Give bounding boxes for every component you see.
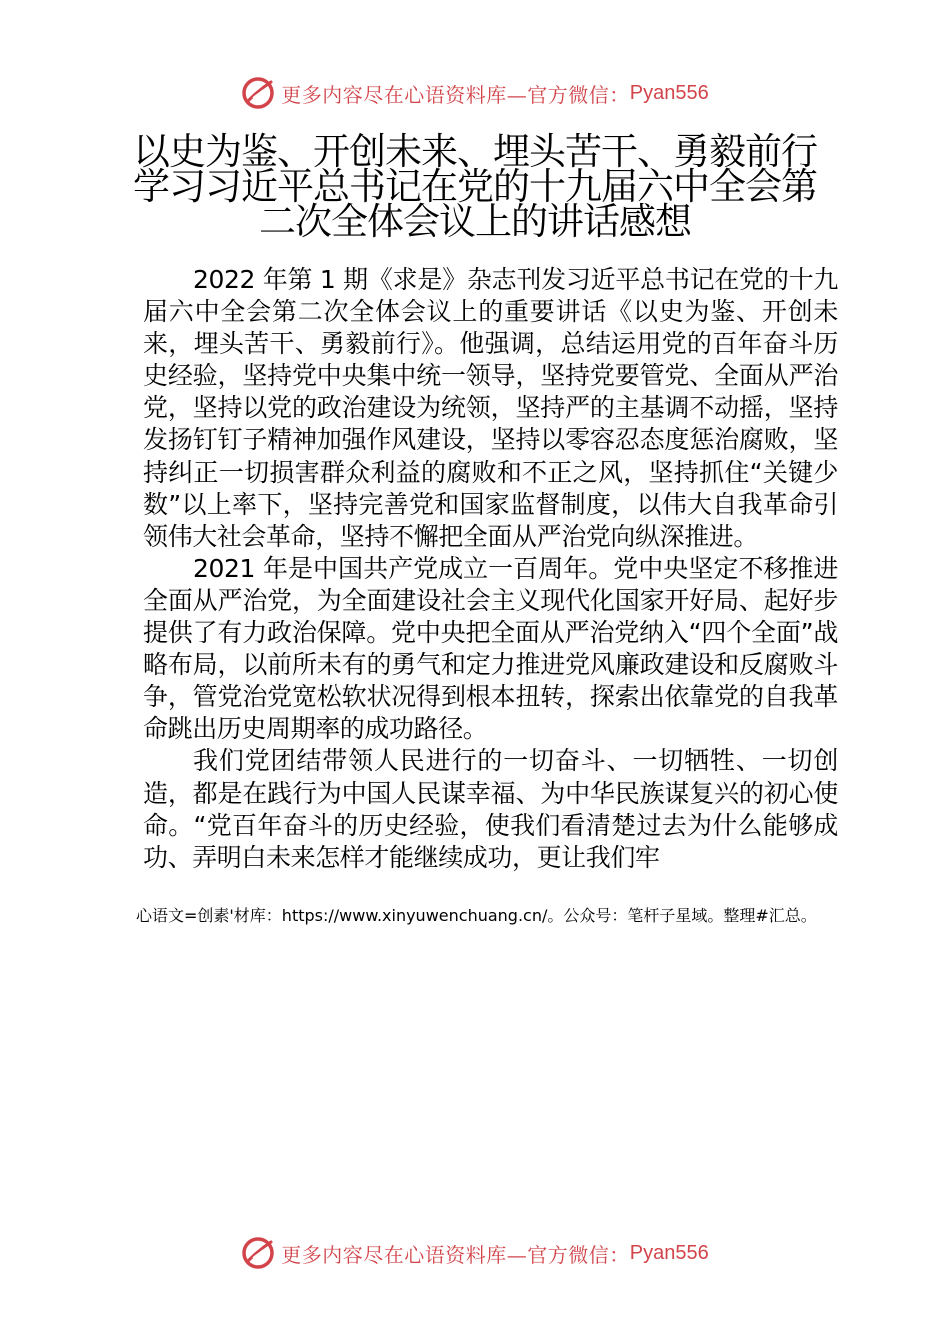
paragraph-1: 2022 年第 1 期《求是》杂志刊发习近平总书记在党的十九届六中全会第二次全体会议上的重要讲话《以史为鉴、开创未来，埋头苦干、勇毅前行》。他强调，总结运用党的百年奋斗历史经验，坚持党中央集中统一领导，坚持党要管党、全面从严治党，坚持以党的政治建设为统领，坚持严的主基调不动摇，坚持发扬钉钉子精神加强作风建设，坚持以零容忍态度惩治腐败，坚持纠正一切损害群众利益的腐败和不正之风，坚持抓住“关键少数”以上率下，坚持完善党和国家监督制度，以伟大自我革命引领伟大社会革命，坚持不懈把全面从严治党向纵深推进。 xyxy=(143,265,838,551)
document-title: 以史为鉴、开创未来、埋头苦干、勇毅前行学习习近平总书记在党的十九届六中全会第二次全体会议上的讲话感想 xyxy=(133,130,817,243)
paragraph-2: 2021 年是中国共产党成立一百周年。党中央坚定不移推进全面从严治党，为全面建设社会主义现代化国家开好局、起好步提供了有力政治保障。党中央把全面从严治党纳入“四个全面”战略布局，以前所未有的勇气和定力推进党风廉政建设和反腐败斗争，管党治党宽松软状况得到根本扭转，探索出依靠党的自我革命跳出历史周期率的成功路径。 xyxy=(143,553,838,744)
brush-logo-icon xyxy=(241,76,275,110)
banner-wechat-id: Pyan556 xyxy=(629,1241,709,1264)
banner-text: 更多内容尽在心语资料库—官方微信： xyxy=(281,82,630,107)
header-banner xyxy=(0,70,950,116)
source-footnote: 心语文=创素'材库：https://www.xinyuwenchuang.cn/。公众号：笔杆子星域。整理#汇总。 xyxy=(136,906,817,925)
banner-wechat-id: Pyan556 xyxy=(629,81,709,104)
paragraph-3: 我们党团结带领人民进行的一切奋斗、一切牺牲、一切创造，都是在践行为中国人民谋幸福、为中华民族谋复兴的初心使命。“党百年奋斗的历史经验，使我们看清楚过去为什么能够成功、弄明白未来怎样才能继续成功，更让我们牢 xyxy=(143,746,838,872)
banner-text: 更多内容尽在心语资料库—官方微信： xyxy=(281,1242,630,1267)
brush-logo-icon xyxy=(241,1236,275,1270)
document-body xyxy=(143,264,838,874)
footer-banner xyxy=(0,1230,950,1276)
